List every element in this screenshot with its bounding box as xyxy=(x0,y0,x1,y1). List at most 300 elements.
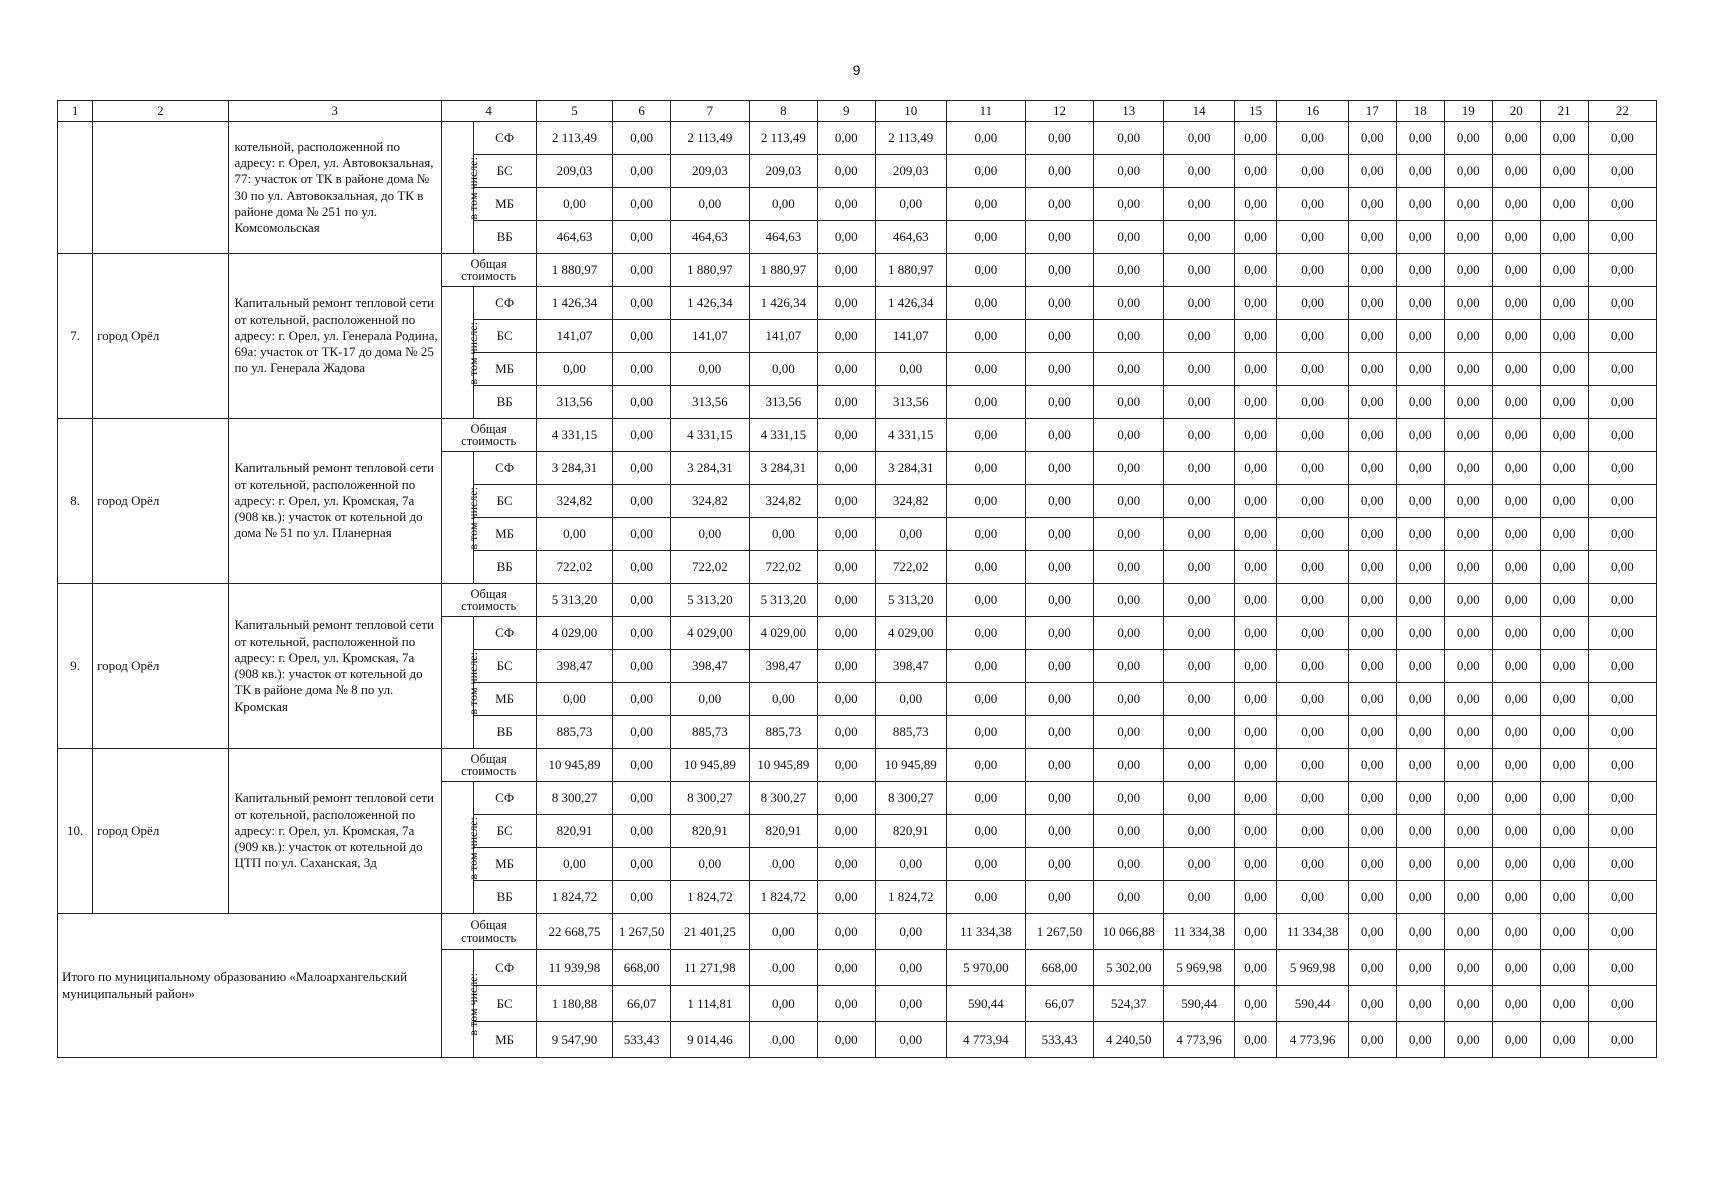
value-cell: 0,00 xyxy=(1277,749,1348,782)
value-cell: 0,00 xyxy=(613,881,671,914)
source-label: МБ xyxy=(473,188,536,221)
value-cell: 324,82 xyxy=(749,485,817,518)
value-cell: 5 969,98 xyxy=(1164,950,1234,986)
value-cell: 0,00 xyxy=(946,320,1025,353)
value-cell: 3 284,31 xyxy=(749,452,817,485)
value-cell: 0,00 xyxy=(1234,683,1277,716)
value-cell: 0,00 xyxy=(1588,485,1656,518)
source-label: СФ xyxy=(473,287,536,320)
page-number: 9 xyxy=(852,62,861,78)
value-cell: 0,00 xyxy=(1492,749,1540,782)
value-cell: 0,00 xyxy=(1396,353,1444,386)
value-cell: 10 945,89 xyxy=(749,749,817,782)
source-label: МБ xyxy=(473,1022,536,1058)
value-cell: 2 113,49 xyxy=(875,122,946,155)
cost-label: Общая стоимость xyxy=(441,914,536,950)
value-cell: 0,00 xyxy=(1094,749,1164,782)
value-cell: 0,00 xyxy=(1588,254,1656,287)
value-cell: 2 113,49 xyxy=(670,122,749,155)
value-cell: 0,00 xyxy=(1348,254,1396,287)
value-cell: 0,00 xyxy=(1348,584,1396,617)
value-cell: 0,00 xyxy=(946,353,1025,386)
value-cell: 0,00 xyxy=(613,815,671,848)
value-cell: 22 668,75 xyxy=(536,914,613,950)
value-cell: 0,00 xyxy=(1492,419,1540,452)
value-cell: 885,73 xyxy=(670,716,749,749)
value-cell: 0,00 xyxy=(1348,551,1396,584)
including-label xyxy=(441,122,480,254)
value-cell: 0,00 xyxy=(946,386,1025,419)
value-cell: 0,00 xyxy=(1348,386,1396,419)
value-cell: 0,00 xyxy=(1277,815,1348,848)
value-cell: 0,00 xyxy=(1540,287,1588,320)
value-cell: 10 945,89 xyxy=(670,749,749,782)
value-cell: 0,00 xyxy=(1588,716,1656,749)
value-cell: 5 313,20 xyxy=(536,584,613,617)
value-cell: 0,00 xyxy=(1025,815,1093,848)
value-cell: 0,00 xyxy=(1396,782,1444,815)
value-cell: 0,00 xyxy=(1492,386,1540,419)
column-header: 11 xyxy=(946,101,1025,122)
value-cell: 0,00 xyxy=(1234,386,1277,419)
value-cell: 0,00 xyxy=(1444,848,1492,881)
municipality: город Орёл xyxy=(93,254,228,419)
value-cell: 5 970,00 xyxy=(946,950,1025,986)
value-cell: 0,00 xyxy=(1277,518,1348,551)
including-text: в том числе: xyxy=(465,972,480,1036)
value-cell: 0,00 xyxy=(946,584,1025,617)
total-label: Итого по муниципальному образованию «Малоархангельский муниципальный район» xyxy=(58,914,442,1058)
source-label: СФ xyxy=(473,782,536,815)
source-label: ВБ xyxy=(473,386,536,419)
value-cell: 0,00 xyxy=(613,551,671,584)
value-cell: 3 284,31 xyxy=(670,452,749,485)
value-cell: 0,00 xyxy=(1348,617,1396,650)
including-label xyxy=(441,452,480,584)
total-row xyxy=(58,914,1657,950)
value-cell: 0,00 xyxy=(1540,254,1588,287)
value-cell: 9 547,90 xyxy=(536,1022,613,1058)
value-cell: 0,00 xyxy=(946,881,1025,914)
value-cell: 0,00 xyxy=(946,518,1025,551)
value-cell: 0,00 xyxy=(1348,485,1396,518)
value-cell: 0,00 xyxy=(1164,353,1234,386)
value-cell: 0,00 xyxy=(1396,320,1444,353)
value-cell: 0,00 xyxy=(818,749,876,782)
value-cell: 0,00 xyxy=(1396,188,1444,221)
source-label: МБ xyxy=(473,518,536,551)
source-label: ВБ xyxy=(473,881,536,914)
value-cell: 0,00 xyxy=(1588,782,1656,815)
value-cell: 0,00 xyxy=(749,353,817,386)
municipality: город Орёл xyxy=(93,584,228,749)
value-cell: 0,00 xyxy=(1164,683,1234,716)
value-cell: 0,00 xyxy=(1025,650,1093,683)
value-cell: 0,00 xyxy=(818,155,876,188)
column-header: 12 xyxy=(1025,101,1093,122)
value-cell: 0,00 xyxy=(613,716,671,749)
value-cell: 0,00 xyxy=(1164,221,1234,254)
value-cell: 4 773,94 xyxy=(946,1022,1025,1058)
value-cell: 0,00 xyxy=(1396,485,1444,518)
column-header: 9 xyxy=(818,101,876,122)
value-cell: 0,00 xyxy=(1444,881,1492,914)
value-cell: 0,00 xyxy=(613,749,671,782)
value-cell: 0,00 xyxy=(536,518,613,551)
column-header: 18 xyxy=(1396,101,1444,122)
value-cell: 0,00 xyxy=(818,617,876,650)
value-cell: 0,00 xyxy=(1164,518,1234,551)
value-cell: 0,00 xyxy=(1588,986,1656,1022)
value-cell: 0,00 xyxy=(1588,287,1656,320)
value-cell: 0,00 xyxy=(818,353,876,386)
item-number: 7. xyxy=(58,254,93,419)
value-cell: 0,00 xyxy=(1025,452,1093,485)
value-cell: 0,00 xyxy=(1348,683,1396,716)
value-cell: 0,00 xyxy=(1588,617,1656,650)
value-cell: 0,00 xyxy=(1348,287,1396,320)
value-cell: 0,00 xyxy=(1234,419,1277,452)
value-cell: 11 334,38 xyxy=(1164,914,1234,950)
value-cell: 398,47 xyxy=(749,650,817,683)
value-cell: 4 773,96 xyxy=(1164,1022,1234,1058)
value-cell: 0,00 xyxy=(1540,815,1588,848)
value-cell: 0,00 xyxy=(1234,188,1277,221)
value-cell: 0,00 xyxy=(946,188,1025,221)
value-cell: 0,00 xyxy=(613,221,671,254)
value-cell: 0,00 xyxy=(1588,386,1656,419)
item-number: 9. xyxy=(58,584,93,749)
value-cell: 0,00 xyxy=(1094,155,1164,188)
cost-label: Общая стоимость xyxy=(441,254,536,287)
value-cell: 11 939,98 xyxy=(536,950,613,986)
value-cell: 0,00 xyxy=(1164,848,1234,881)
value-cell: 0,00 xyxy=(1492,914,1540,950)
value-cell: 0,00 xyxy=(613,782,671,815)
value-cell: 0,00 xyxy=(1234,551,1277,584)
value-cell: 0,00 xyxy=(1492,617,1540,650)
value-cell: 0,00 xyxy=(1396,683,1444,716)
value-cell: 0,00 xyxy=(1492,848,1540,881)
value-cell: 0,00 xyxy=(1164,881,1234,914)
value-cell: 0,00 xyxy=(670,353,749,386)
value-cell: 0,00 xyxy=(1492,155,1540,188)
value-cell: 0,00 xyxy=(1588,221,1656,254)
value-cell: 141,07 xyxy=(536,320,613,353)
value-cell: 0,00 xyxy=(1444,584,1492,617)
value-cell: 1 426,34 xyxy=(875,287,946,320)
value-cell: 0,00 xyxy=(1396,617,1444,650)
value-cell: 0,00 xyxy=(946,485,1025,518)
source-label: МБ xyxy=(473,353,536,386)
value-cell: 0,00 xyxy=(818,584,876,617)
value-cell: 1 824,72 xyxy=(875,881,946,914)
value-cell: 0,00 xyxy=(818,122,876,155)
column-header: 10 xyxy=(875,101,946,122)
value-cell: 313,56 xyxy=(749,386,817,419)
column-header: 21 xyxy=(1540,101,1588,122)
value-cell: 0,00 xyxy=(1277,551,1348,584)
value-cell: 0,00 xyxy=(1234,914,1277,950)
value-cell: 9 014,46 xyxy=(670,1022,749,1058)
value-cell: 11 271,98 xyxy=(670,950,749,986)
source-label: МБ xyxy=(473,683,536,716)
value-cell: 0,00 xyxy=(1277,650,1348,683)
value-cell: 0,00 xyxy=(818,551,876,584)
value-cell: 0,00 xyxy=(1540,221,1588,254)
value-cell: 0,00 xyxy=(613,848,671,881)
value-cell: 590,44 xyxy=(946,986,1025,1022)
value-cell: 0,00 xyxy=(1540,986,1588,1022)
value-cell: 0,00 xyxy=(1396,155,1444,188)
value-cell: 0,00 xyxy=(1444,452,1492,485)
object-description: котельной, расположенной по адресу: г. Орел, ул. Автовокзальная, 77: участок от ТК в районе дома № 30 по ул. Автовокзальная, до ТК в районе дома № 251 по ул. Комсомольская xyxy=(228,122,441,254)
value-cell: 0,00 xyxy=(1396,122,1444,155)
value-cell: 0,00 xyxy=(1094,716,1164,749)
value-cell: 0,00 xyxy=(1396,551,1444,584)
table-row xyxy=(58,749,1657,782)
value-cell: 1 824,72 xyxy=(749,881,817,914)
value-cell: 0,00 xyxy=(1588,914,1656,950)
value-cell: 0,00 xyxy=(1444,221,1492,254)
value-cell: 0,00 xyxy=(1492,452,1540,485)
value-cell: 0,00 xyxy=(1094,419,1164,452)
value-cell: 0,00 xyxy=(749,188,817,221)
value-cell: 0,00 xyxy=(1492,683,1540,716)
value-cell: 0,00 xyxy=(1094,386,1164,419)
value-cell: 0,00 xyxy=(1348,650,1396,683)
source-label: ВБ xyxy=(473,221,536,254)
source-label: БС xyxy=(473,155,536,188)
value-cell: 0,00 xyxy=(946,452,1025,485)
value-cell: 0,00 xyxy=(1277,485,1348,518)
column-header: 22 xyxy=(1588,101,1656,122)
value-cell: 0,00 xyxy=(1348,353,1396,386)
column-header: 5 xyxy=(536,101,613,122)
including-label xyxy=(441,287,480,419)
value-cell: 464,63 xyxy=(670,221,749,254)
value-cell: 0,00 xyxy=(536,188,613,221)
value-cell: 0,00 xyxy=(946,716,1025,749)
column-number-row xyxy=(58,101,1657,122)
value-cell: 0,00 xyxy=(1444,815,1492,848)
value-cell: 0,00 xyxy=(1348,848,1396,881)
value-cell: 0,00 xyxy=(1396,914,1444,950)
value-cell: 0,00 xyxy=(1164,584,1234,617)
value-cell: 0,00 xyxy=(1540,584,1588,617)
value-cell: 0,00 xyxy=(1164,452,1234,485)
value-cell: 722,02 xyxy=(875,551,946,584)
value-cell: 0,00 xyxy=(1277,221,1348,254)
value-cell: 464,63 xyxy=(749,221,817,254)
source-label: БС xyxy=(473,320,536,353)
value-cell: 0,00 xyxy=(1234,950,1277,986)
value-cell: 0,00 xyxy=(613,320,671,353)
value-cell: 0,00 xyxy=(613,155,671,188)
including-text: в том числе: xyxy=(465,651,480,715)
value-cell: 4 029,00 xyxy=(670,617,749,650)
value-cell: 5 969,98 xyxy=(1277,950,1348,986)
value-cell: 668,00 xyxy=(1025,950,1093,986)
value-cell: 0,00 xyxy=(1348,749,1396,782)
value-cell: 0,00 xyxy=(1588,419,1656,452)
value-cell: 0,00 xyxy=(1277,155,1348,188)
value-cell: 0,00 xyxy=(1348,155,1396,188)
value-cell: 0,00 xyxy=(1396,287,1444,320)
value-cell: 313,56 xyxy=(536,386,613,419)
object-description: Капитальный ремонт тепловой сети от котельной, расположенной по адресу: г. Орел, ул. Кромская, 7а (909 кв.): участок от котельной до ЦТП по ул. Саханская, 3д xyxy=(228,749,441,914)
value-cell: 0,00 xyxy=(613,386,671,419)
value-cell: 0,00 xyxy=(1164,749,1234,782)
value-cell: 0,00 xyxy=(946,815,1025,848)
value-cell: 0,00 xyxy=(1540,716,1588,749)
value-cell: 0,00 xyxy=(613,353,671,386)
value-cell: 0,00 xyxy=(536,848,613,881)
value-cell: 0,00 xyxy=(1396,650,1444,683)
value-cell: 5 313,20 xyxy=(749,584,817,617)
value-cell: 0,00 xyxy=(1234,617,1277,650)
object-description: Капитальный ремонт тепловой сети от котельной, расположенной по адресу: г. Орел, ул. Кромская, 7а (908 кв.): участок от котельной до дома № 51 по ул. Планерная xyxy=(228,419,441,584)
value-cell: 0,00 xyxy=(818,452,876,485)
column-header: 17 xyxy=(1348,101,1396,122)
value-cell: 0,00 xyxy=(1492,716,1540,749)
value-cell: 0,00 xyxy=(613,518,671,551)
value-cell: 5 302,00 xyxy=(1094,950,1164,986)
value-cell: 8 300,27 xyxy=(749,782,817,815)
value-cell: 0,00 xyxy=(946,287,1025,320)
value-cell: 0,00 xyxy=(1540,881,1588,914)
value-cell: 0,00 xyxy=(818,221,876,254)
value-cell: 0,00 xyxy=(536,683,613,716)
value-cell: 0,00 xyxy=(1277,617,1348,650)
value-cell: 0,00 xyxy=(749,986,817,1022)
value-cell: 0,00 xyxy=(1025,518,1093,551)
value-cell: 1 426,34 xyxy=(536,287,613,320)
including-text: в том числе: xyxy=(465,321,480,385)
value-cell: 0,00 xyxy=(1444,188,1492,221)
value-cell: 0,00 xyxy=(1540,617,1588,650)
value-cell: 0,00 xyxy=(1588,749,1656,782)
value-cell: 5 313,20 xyxy=(670,584,749,617)
value-cell: 0,00 xyxy=(1348,782,1396,815)
value-cell: 0,00 xyxy=(1588,188,1656,221)
value-cell: 0,00 xyxy=(1234,650,1277,683)
value-cell: 0,00 xyxy=(1277,716,1348,749)
value-cell: 0,00 xyxy=(613,122,671,155)
value-cell: 1 880,97 xyxy=(670,254,749,287)
column-header: 3 xyxy=(228,101,441,122)
value-cell: 0,00 xyxy=(749,848,817,881)
source-label: СФ xyxy=(473,617,536,650)
value-cell: 0,00 xyxy=(1348,419,1396,452)
value-cell: 0,00 xyxy=(1588,452,1656,485)
cost-label: Общая стоимость xyxy=(441,584,536,617)
value-cell: 0,00 xyxy=(1396,221,1444,254)
value-cell: 0,00 xyxy=(1234,320,1277,353)
value-cell: 820,91 xyxy=(875,815,946,848)
value-cell: 0,00 xyxy=(1540,1022,1588,1058)
value-cell: 10 066,88 xyxy=(1094,914,1164,950)
value-cell: 0,00 xyxy=(1025,254,1093,287)
value-cell: 0,00 xyxy=(1277,188,1348,221)
column-header: 14 xyxy=(1164,101,1234,122)
value-cell: 0,00 xyxy=(946,122,1025,155)
value-cell: 0,00 xyxy=(1588,518,1656,551)
source-label: МБ xyxy=(473,848,536,881)
value-cell: 0,00 xyxy=(613,485,671,518)
item-number: 8. xyxy=(58,419,93,584)
value-cell: 0,00 xyxy=(1588,881,1656,914)
value-cell: 0,00 xyxy=(749,683,817,716)
value-cell: 0,00 xyxy=(1277,386,1348,419)
value-cell: 0,00 xyxy=(613,452,671,485)
source-label: СФ xyxy=(473,122,536,155)
value-cell: 141,07 xyxy=(749,320,817,353)
value-cell: 209,03 xyxy=(749,155,817,188)
table-row xyxy=(58,584,1657,617)
value-cell: 0,00 xyxy=(1025,320,1093,353)
value-cell: 0,00 xyxy=(1492,353,1540,386)
value-cell: 0,00 xyxy=(1588,650,1656,683)
value-cell: 4 331,15 xyxy=(536,419,613,452)
value-cell: 398,47 xyxy=(875,650,946,683)
column-header: 13 xyxy=(1094,101,1164,122)
value-cell: 0,00 xyxy=(1094,353,1164,386)
value-cell: 11 334,38 xyxy=(1277,914,1348,950)
value-cell: 1 880,97 xyxy=(875,254,946,287)
value-cell: 0,00 xyxy=(1396,716,1444,749)
value-cell: 0,00 xyxy=(1492,881,1540,914)
value-cell: 820,91 xyxy=(749,815,817,848)
source-label: ВБ xyxy=(473,551,536,584)
value-cell: 0,00 xyxy=(818,287,876,320)
value-cell: 0,00 xyxy=(1396,1022,1444,1058)
value-cell: 0,00 xyxy=(1164,815,1234,848)
value-cell: 0,00 xyxy=(613,617,671,650)
value-cell: 0,00 xyxy=(1094,683,1164,716)
column-header: 7 xyxy=(670,101,749,122)
value-cell: 0,00 xyxy=(1164,650,1234,683)
value-cell: 0,00 xyxy=(613,254,671,287)
value-cell: 0,00 xyxy=(1540,188,1588,221)
municipality: город Орёл xyxy=(93,419,228,584)
value-cell: 0,00 xyxy=(613,419,671,452)
value-cell: 0,00 xyxy=(1540,551,1588,584)
value-cell: 0,00 xyxy=(1444,254,1492,287)
value-cell: 0,00 xyxy=(670,683,749,716)
value-cell: 0,00 xyxy=(1492,950,1540,986)
value-cell: 0,00 xyxy=(1025,155,1093,188)
value-cell: 0,00 xyxy=(1348,122,1396,155)
value-cell: 0,00 xyxy=(1277,782,1348,815)
value-cell: 0,00 xyxy=(1348,914,1396,950)
value-cell: 0,00 xyxy=(1277,419,1348,452)
value-cell: 5 313,20 xyxy=(875,584,946,617)
value-cell: 4 331,15 xyxy=(670,419,749,452)
value-cell: 4 029,00 xyxy=(875,617,946,650)
value-cell: 4 331,15 xyxy=(875,419,946,452)
value-cell: 0,00 xyxy=(1025,221,1093,254)
source-label: БС xyxy=(473,986,536,1022)
value-cell: 0,00 xyxy=(875,848,946,881)
value-cell: 0,00 xyxy=(818,950,876,986)
value-cell: 0,00 xyxy=(1588,950,1656,986)
value-cell: 0,00 xyxy=(1164,287,1234,320)
value-cell: 0,00 xyxy=(1025,386,1093,419)
value-cell: 0,00 xyxy=(1444,122,1492,155)
value-cell: 0,00 xyxy=(946,221,1025,254)
value-cell: 0,00 xyxy=(946,155,1025,188)
